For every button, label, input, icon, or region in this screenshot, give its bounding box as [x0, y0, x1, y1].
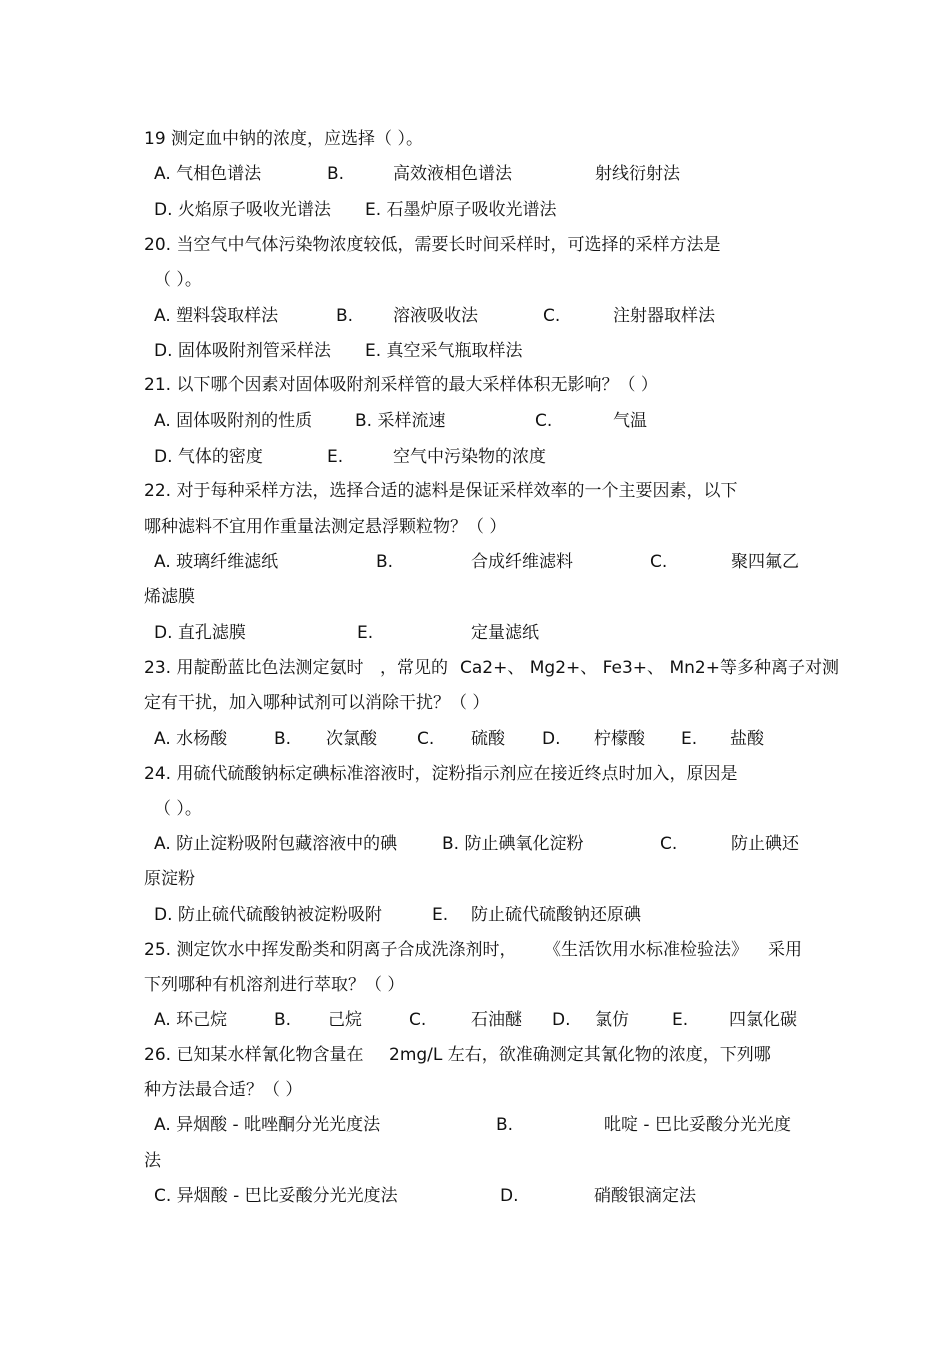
q25-option-d-text: 氯仿	[595, 1010, 629, 1030]
q24-option-c-text: 防止碘还	[731, 834, 799, 854]
question-20-stem-cont: （ ）。	[154, 270, 202, 290]
q22-option-d: D. 直孔滤膜	[154, 623, 246, 643]
q21-option-e-label: E.	[327, 447, 344, 467]
q19-option-c-text: 射线衍射法	[595, 164, 680, 184]
q23-option-e-text: 盐酸	[730, 729, 764, 749]
q19-option-b-text: 高效液相色谱法	[393, 164, 512, 184]
question-26-stem-part1: 26. 已知某水样氰化物含量在	[144, 1045, 364, 1065]
q24-option-d: D. 防止硫代硫酸钠被淀粉吸附	[154, 905, 382, 925]
q26-option-b-label: B.	[496, 1115, 514, 1135]
q25-option-b-text: 己烷	[328, 1010, 362, 1030]
question-26-stem-part2: 2mg/L 左右，欲准确测定其氰化物的浓度，下列哪	[389, 1045, 771, 1065]
q26-option-b-text: 吡啶 - 巴比妥酸分光光度	[604, 1115, 791, 1135]
q20-option-a: A. 塑料袋取样法	[154, 306, 279, 326]
q23-option-d-text: 柠檬酸	[594, 729, 645, 749]
question-25-stem-part3: 采用	[768, 940, 802, 960]
question-24-stem: 24. 用硫代硫酸钠标定碘标准溶液时，淀粉指示剂应在接近终点时加入，原因是	[144, 764, 738, 784]
question-21-stem: 21. 以下哪个因素对固体吸附剂采样管的最大采样体积无影响？（ ）	[144, 375, 658, 395]
question-23-stem-part1: 23. 用靛酚蓝比色法测定氨时	[144, 658, 364, 678]
q24-option-e-label: E.	[432, 905, 449, 925]
q23-option-d-label: D.	[542, 729, 561, 749]
q20-option-d: D. 固体吸附剂管采样法	[154, 341, 331, 361]
q24-option-e-text: 防止硫代硫酸钠还原碘	[471, 905, 641, 925]
question-23-stem-part2: ，常见的	[380, 658, 448, 678]
question-25-stem-part2: 《生活饮用水标准检验法》	[544, 940, 748, 960]
q26-option-a: A. 异烟酸 - 吡唑酮分光光度法	[154, 1115, 381, 1135]
q26-option-c: C. 异烟酸 - 巴比妥酸分光光度法	[154, 1186, 398, 1206]
question-19-stem: 19 测定血中钠的浓度，应选择（ ）。	[144, 129, 423, 149]
q22-option-c-text: 聚四氟乙	[731, 552, 799, 572]
q25-option-a: A. 环己烷	[154, 1010, 228, 1030]
q21-option-d: D. 气体的密度	[154, 447, 263, 467]
q22-option-e-label: E.	[357, 623, 374, 643]
q26-option-d-text: 硝酸银滴定法	[594, 1186, 696, 1206]
question-20-stem: 20. 当空气中气体污染物浓度较低，需要长时间采样时，可选择的采样方法是	[144, 235, 721, 255]
q22-option-b-text: 合成纤维滤料	[471, 552, 573, 572]
q26-option-d-label: D.	[500, 1186, 519, 1206]
q24-option-b: B. 防止碘氧化淀粉	[442, 834, 584, 854]
q19-option-d: D. 火焰原子吸收光谱法	[154, 200, 331, 220]
q22-option-c-text-cont: 烯滤膜	[144, 587, 195, 607]
q23-option-c-text: 硫酸	[471, 729, 505, 749]
q25-option-e-text: 四氯化碳	[729, 1010, 797, 1030]
q19-option-e: E. 石墨炉原子吸收光谱法	[365, 200, 557, 220]
q24-option-a: A. 防止淀粉吸附包藏溶液中的碘	[154, 834, 398, 854]
question-26-stem-cont: 种方法最合适？（ ）	[144, 1080, 303, 1100]
q25-option-d-label: D.	[552, 1010, 571, 1030]
q22-option-e-text: 定量滤纸	[471, 623, 539, 643]
q23-option-c-label: C.	[417, 729, 435, 749]
q21-option-e-text: 空气中污染物的浓度	[393, 447, 546, 467]
q24-option-c-text-cont: 原淀粉	[144, 869, 195, 889]
q22-option-c-label: C.	[650, 552, 668, 572]
q20-option-c-text: 注射器取样法	[613, 306, 715, 326]
question-25-stem-part1: 25. 测定饮水中挥发酚类和阴离子合成洗涤剂时，	[144, 940, 517, 960]
q24-option-c-label: C.	[660, 834, 678, 854]
question-24-stem-cont: （ ）。	[154, 799, 202, 819]
q23-option-b-text: 次氯酸	[326, 729, 377, 749]
q21-option-a: A. 固体吸附剂的性质	[154, 411, 313, 431]
q20-option-b-label: B.	[336, 306, 354, 326]
q22-option-b-label: B.	[376, 552, 394, 572]
q20-option-c-label: C.	[543, 306, 561, 326]
q25-option-b-label: B.	[274, 1010, 292, 1030]
q23-option-a: A. 水杨酸	[154, 729, 228, 749]
question-25-stem-cont: 下列哪种有机溶剂进行萃取？（ ）	[144, 975, 405, 995]
question-22-stem: 22. 对于每种采样方法，选择合适的滤料是保证采样效率的一个主要因素，以下	[144, 481, 738, 501]
q21-option-b: B. 采样流速	[355, 411, 446, 431]
q25-option-c-label: C.	[409, 1010, 427, 1030]
question-23-stem-part3: Ca2+、 Mg2+、 Fe3+、 Mn2+等多种离子对测	[460, 658, 839, 678]
q19-option-b-label: B.	[327, 164, 345, 184]
q20-option-b-text: 溶液吸收法	[393, 306, 478, 326]
q26-option-b-text-cont: 法	[144, 1151, 161, 1171]
q22-option-a: A. 玻璃纤维滤纸	[154, 552, 279, 572]
q25-option-e-label: E.	[672, 1010, 689, 1030]
q21-option-c-label: C.	[535, 411, 553, 431]
question-22-stem-cont: 哪种滤料不宜用作重量法测定悬浮颗粒物？（ ）	[144, 517, 507, 537]
q21-option-c-text: 气温	[613, 411, 647, 431]
q23-option-e-label: E.	[681, 729, 698, 749]
q19-option-a: A. 气相色谱法	[154, 164, 262, 184]
question-23-stem-cont: 定有干扰，加入哪种试剂可以消除干扰？（ ）	[144, 693, 490, 713]
q23-option-b-label: B.	[274, 729, 292, 749]
q20-option-e: E. 真空采气瓶取样法	[365, 341, 523, 361]
q25-option-c-text: 石油醚	[471, 1010, 522, 1030]
